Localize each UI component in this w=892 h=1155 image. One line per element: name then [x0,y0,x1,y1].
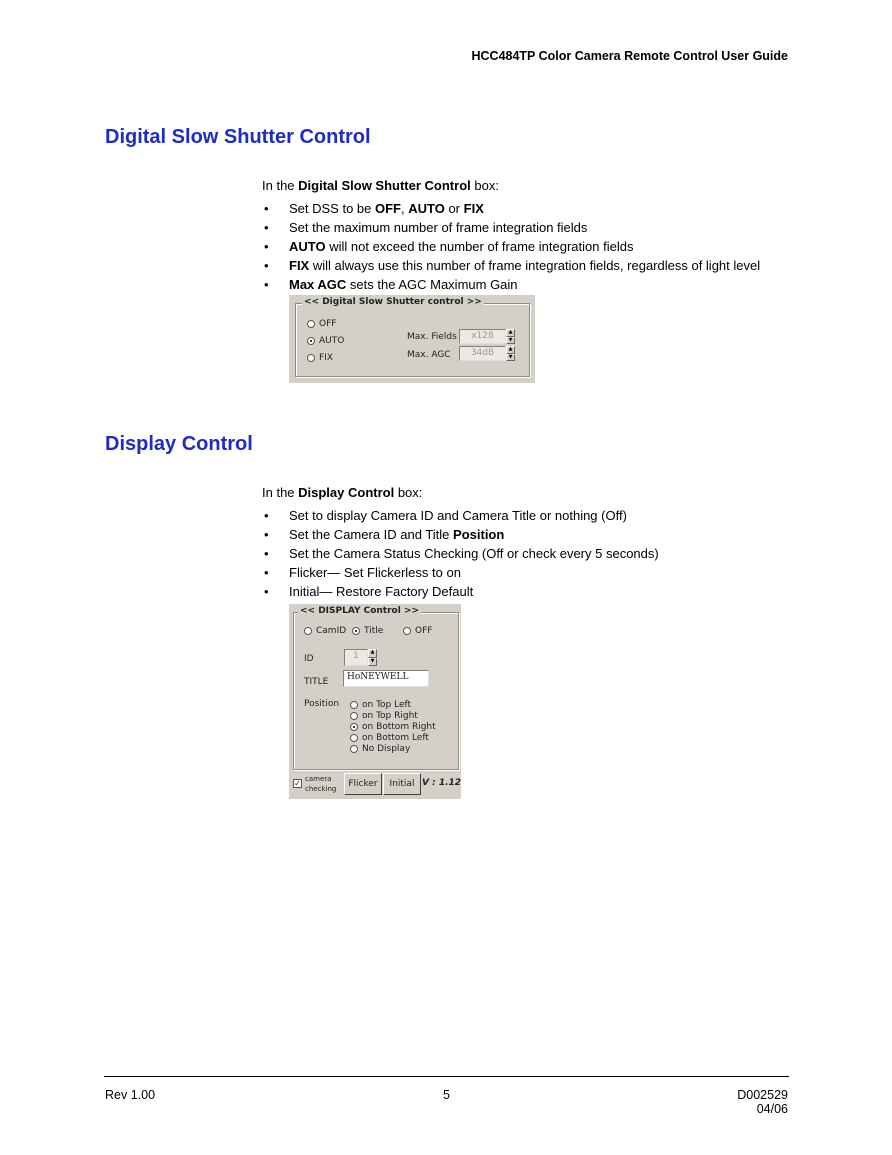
max-agc-field[interactable]: 34dB [459,346,506,361]
radio-dot-icon [403,627,411,635]
dss-radio-off[interactable]: OFF [307,319,336,329]
spin-down-icon[interactable]: ▼ [506,337,515,345]
radio-dot-selected-icon [350,723,358,731]
flicker-button[interactable]: Flicker [344,773,382,795]
radio-dot-icon [304,627,312,635]
radio-dot-icon [307,354,315,362]
max-agc-spinner[interactable] [506,346,515,361]
position-label: Position [304,699,340,709]
list-item: • Flicker— Set Flickerless to on [262,563,659,582]
radio-dot-icon [307,320,315,328]
dss-radio-fix[interactable]: FIX [307,353,333,363]
footer-date: 04/06 [756,1102,788,1116]
dss-group-label: << Digital Slow Shutter control >> [304,297,482,307]
version-label: V : 1.12 [422,778,462,788]
radio-dot-selected-icon [307,337,315,345]
position-radio-no-display[interactable]: No Display [350,744,410,754]
spin-up-icon[interactable]: ▲ [506,346,515,354]
radio-dot-icon [350,745,358,753]
dss-radio-auto[interactable]: AUTO [307,336,344,346]
running-header: HCC484TP Color Camera Remote Control User Guide [471,49,788,63]
initial-button[interactable]: Initial [383,773,421,795]
title-label: TITLE [304,677,329,687]
position-radio-top-right[interactable]: on Top Right [350,711,418,721]
list-item: • Set the Camera Status Checking (Off or check every 5 seconds) [262,544,659,563]
display-intro: In the Display Control box: [262,485,423,500]
list-item: • Max AGC sets the AGC Maximum Gain [262,275,760,294]
camera-id-field[interactable]: 1 [344,649,368,666]
id-label: ID [304,654,314,664]
list-item: • AUTO will not exceed the number of frame integration fields [262,237,760,256]
footer-divider [104,1076,789,1077]
spin-up-icon[interactable]: ▲ [368,649,377,658]
display-radio-camid[interactable]: CamID [304,626,346,636]
checkmark-icon: ✓ [294,779,301,788]
list-item: • Set the Camera ID and Title Position [262,525,659,544]
radio-dot-icon [350,701,358,709]
section-heading-dss: Digital Slow Shutter Control [105,126,371,148]
spin-down-icon[interactable]: ▼ [368,658,377,667]
list-item: • Set DSS to be OFF, AUTO or FIX [262,199,760,218]
list-item: • Set the maximum number of frame integration fields [262,218,760,237]
footer-doc-number: D002529 [737,1088,788,1102]
spin-up-icon[interactable]: ▲ [506,329,515,337]
max-fields-label: Max. Fields [407,332,457,342]
camera-checking-checkbox[interactable] [293,779,302,788]
max-agc-label: Max. AGC [407,350,451,360]
max-fields-spinner[interactable] [506,329,515,344]
camera-title-input[interactable]: HoNEYWELL [343,670,429,687]
display-control-panel [289,604,461,799]
list-item: • FIX will always use this number of frame integration fields, regardless of light level [262,256,760,275]
list-item: • Set to display Camera ID and Camera Title or nothing (Off) [262,506,659,525]
position-radio-top-left[interactable]: on Top Left [350,700,411,710]
dss-bullet-list [262,199,760,294]
radio-dot-icon [350,712,358,720]
display-bullet-list [262,506,659,601]
spin-down-icon[interactable]: ▼ [506,354,515,362]
radio-dot-icon [350,734,358,742]
section-heading-display: Display Control [105,433,253,455]
position-radio-bottom-right[interactable]: on Bottom Right [350,722,436,732]
dss-control-panel [289,295,535,383]
display-radio-title[interactable]: Title [352,626,383,636]
camera-id-spinner[interactable] [368,649,377,666]
radio-dot-selected-icon [352,627,360,635]
list-item: • Initial— Restore Factory Default [262,582,659,601]
position-radio-bottom-left[interactable]: on Bottom Left [350,733,429,743]
dss-intro: In the Digital Slow Shutter Control box: [262,178,499,193]
camera-checking-label: camera checking [305,775,337,793]
footer-revision: Rev 1.00 [105,1088,156,1102]
footer-page-number: 5 [443,1088,450,1102]
max-fields-field[interactable]: x128 [459,329,506,344]
display-radio-off[interactable]: OFF [403,626,432,636]
display-group-label: << DISPLAY Control >> [300,606,420,616]
